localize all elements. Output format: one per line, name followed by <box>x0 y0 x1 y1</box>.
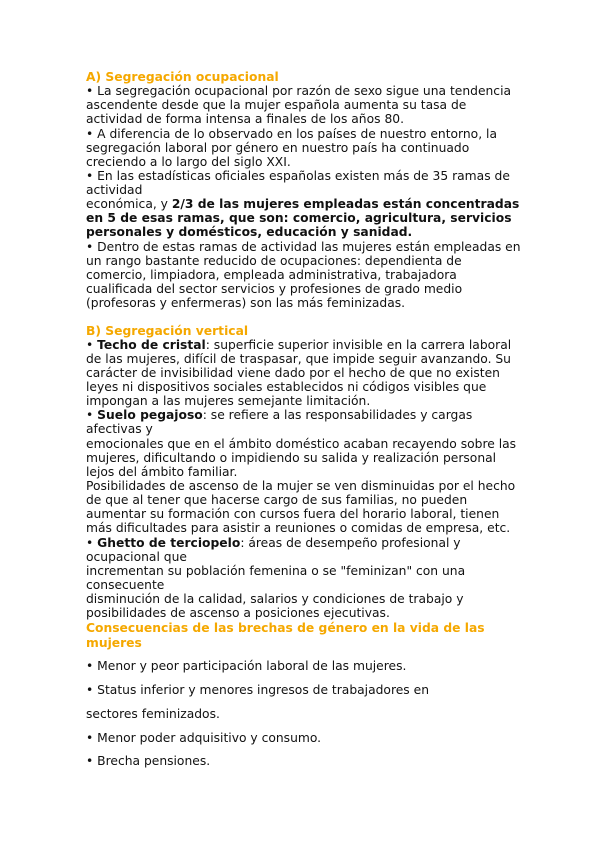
term-techo-de-cristal: Techo de cristal <box>97 338 206 352</box>
section-b-heading: B) Segregación vertical <box>86 324 249 338</box>
text-line: • La segregación ocupacional por razón de sexo sigue una tendencia <box>86 84 512 98</box>
text-line: mujeres, dificultando o impidiendo su salida y realización personal <box>86 451 497 465</box>
text-line: actividad <box>86 183 143 197</box>
text-line: impongan a las mujeres semejante limitación. <box>86 394 371 408</box>
bold-text: 2/3 de las mujeres empleadas están concentradas <box>171 197 520 211</box>
list-item: sectores feminizados. <box>86 707 220 721</box>
text-line: Posibilidades de ascenso de la mujer se ven disminuidas por el hecho <box>86 479 516 493</box>
text-line: cualificada del sector servicios y profesiones de grado medio <box>86 282 463 296</box>
text-line: carácter de invisibilidad viene dado por el hecho de que no existen <box>86 366 500 380</box>
text-line: (profesoras y enfermeras) son las más feminizadas. <box>86 296 406 310</box>
section-c-heading: Consecuencias de las brechas de género en la vida de las <box>86 621 485 635</box>
bullet: • <box>86 408 98 422</box>
text-line: incrementan su población femenina o se "feminizan" con una <box>86 564 466 578</box>
section-c-heading-cont: mujeres <box>86 636 142 650</box>
text-line: afectivas y <box>86 422 153 436</box>
text-run: económica, y <box>86 197 172 211</box>
list-item: • Brecha pensiones. <box>86 754 211 768</box>
bold-text: personales y domésticos, educación y sanidad. <box>86 225 413 239</box>
text-line: emocionales que en el ámbito doméstico acaban recayendo sobre las <box>86 437 517 451</box>
list-item: • Menor y peor participación laboral de las mujeres. <box>86 659 407 673</box>
text-line: leyes ni dispositivos sociales establecidos ni códigos visibles que <box>86 380 487 394</box>
text-line: ocupacional que <box>86 550 187 564</box>
text-line: consecuente <box>86 578 165 592</box>
text-run: : áreas de desempeño profesional y <box>240 536 461 550</box>
text-run: : superficie superior invisible en la carrera laboral <box>205 338 512 352</box>
text-line <box>86 338 511 352</box>
text-line: creciendo a lo largo del siglo XXI. <box>86 155 291 169</box>
text-line: • En las estadísticas oficiales españolas existen más de 35 ramas de <box>86 169 510 183</box>
text-line: actividad de forma intensa a finales de los años 80. <box>86 112 404 126</box>
text-line: posibilidades de ascenso a posiciones ejecutivas. <box>86 606 390 620</box>
text-line <box>86 536 461 550</box>
text-line: aumentar su formación con cursos fuera del horario laboral, tienen <box>86 507 500 521</box>
text-line: ascendente desde que la mujer española aumenta su tasa de <box>86 98 467 112</box>
bold-text: en 5 de esas ramas, que son: comercio, agricultura, servicios <box>86 211 512 225</box>
text-line <box>86 408 472 422</box>
text-line: segregación laboral por género en nuestro país ha continuado <box>86 141 470 155</box>
bullet: • <box>86 338 98 352</box>
term-suelo-pegajoso: Suelo pegajoso <box>97 408 203 422</box>
list-item: • Status inferior y menores ingresos de trabajadores en <box>86 683 429 697</box>
section-a-heading: A) Segregación ocupacional <box>86 70 279 84</box>
text-line: lejos del ámbito familiar. <box>86 465 238 479</box>
text-line: comercio, limpiadora, empleada administrativa, trabajadora <box>86 268 457 282</box>
text-line: más dificultades para asistir a reuniones o comidas de empresa, etc. <box>86 521 511 535</box>
text-line: de que al tener que hacerse cargo de sus familias, no pueden <box>86 493 468 507</box>
text-line: • Dentro de estas ramas de actividad las mujeres están empleadas en <box>86 240 521 254</box>
text-line <box>86 197 519 211</box>
list-item: • Menor poder adquisitivo y consumo. <box>86 731 322 745</box>
text-line: disminución de la calidad, salarios y condiciones de trabajo y <box>86 592 464 606</box>
text-line: • A diferencia de lo observado en los países de nuestro entorno, la <box>86 127 497 141</box>
text-line: de las mujeres, difícil de traspasar, que impide seguir avanzando. Su <box>86 352 511 366</box>
text-line: un rango bastante reducido de ocupaciones: dependienta de <box>86 254 462 268</box>
text-run: : se refiere a las responsabilidades y cargas <box>202 408 473 422</box>
term-ghetto-de-terciopelo: Ghetto de terciopelo <box>97 536 241 550</box>
bullet: • <box>86 536 98 550</box>
